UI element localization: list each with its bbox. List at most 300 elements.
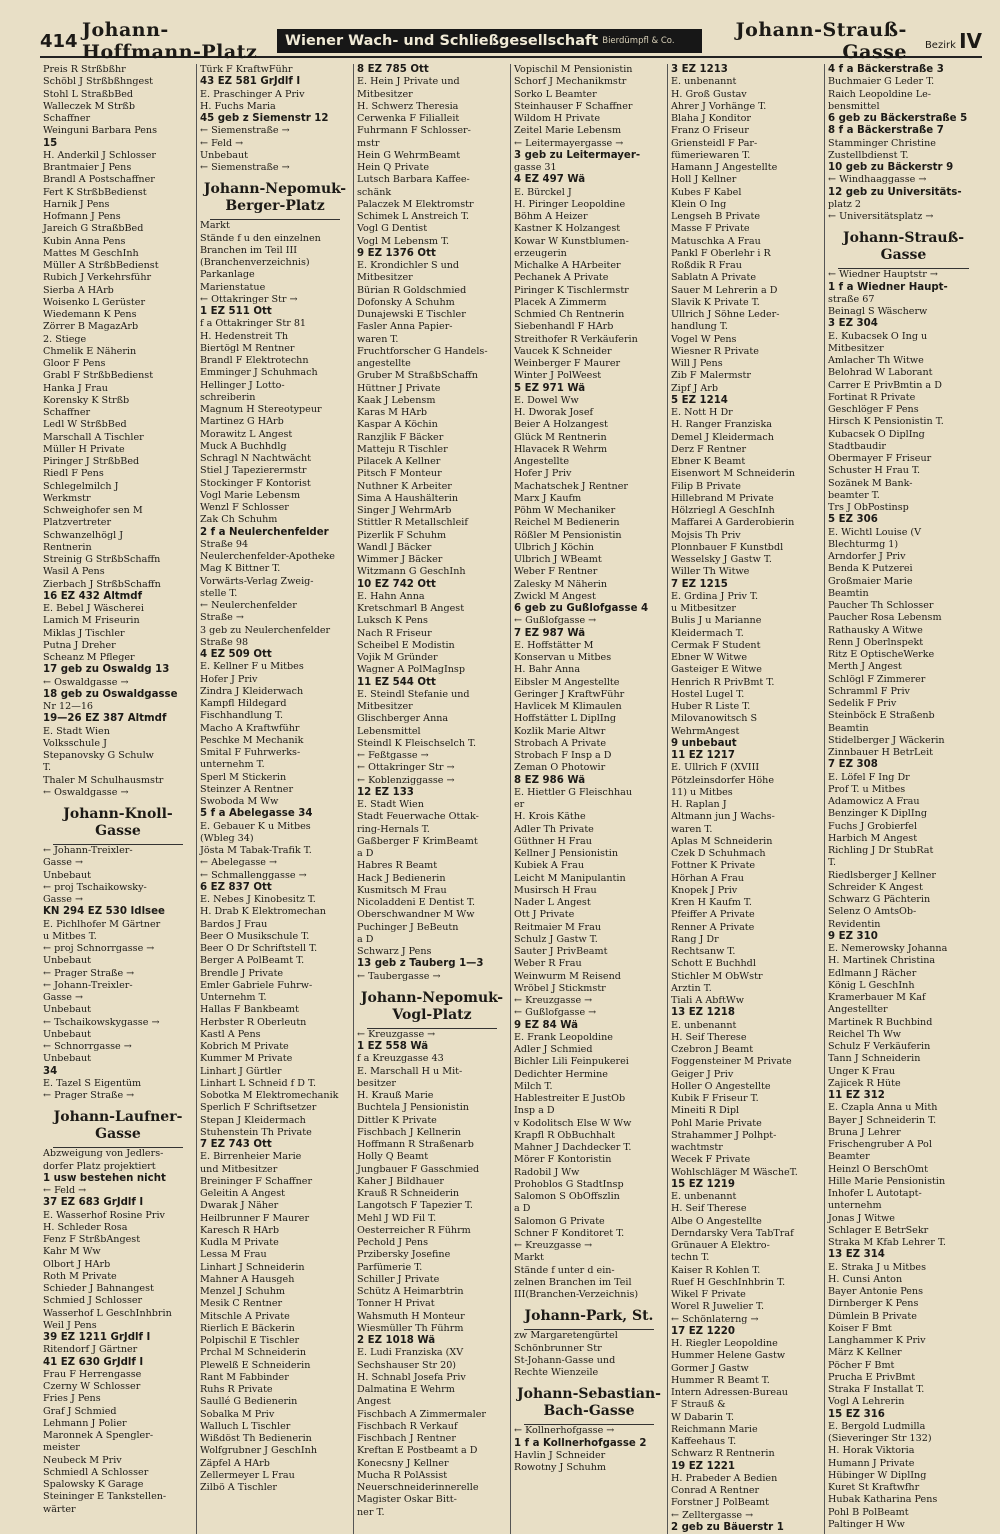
resident-entry: ← Universitätsplatz → bbox=[828, 211, 934, 222]
resident-entry: Brandl A Postschaffner bbox=[43, 174, 155, 186]
resident-entry: H. Schwerz Theresia bbox=[357, 100, 459, 112]
resident-entry: Wenzl F Schlosser bbox=[200, 502, 289, 513]
house-number-entry: 13 EZ 314 bbox=[828, 1249, 885, 1261]
resident-entry: Bayer J Schneiderin T. bbox=[828, 1114, 937, 1126]
house-number-entry: 12 EZ 133 bbox=[357, 786, 414, 798]
resident-entry: Markt bbox=[200, 220, 230, 232]
resident-entry: ← Schönlaterng → bbox=[671, 1313, 759, 1325]
house-number-entry: 4 EZ 509 Ott bbox=[200, 649, 272, 660]
resident-entry: ← Johann-Treixler- bbox=[43, 845, 133, 856]
resident-entry: Unbebaut bbox=[43, 1053, 91, 1065]
resident-entry: Gasse → bbox=[43, 857, 83, 869]
resident-entry: Klein O Ing bbox=[671, 198, 727, 210]
resident-entry: Steinhauser F Schaffner bbox=[514, 100, 633, 112]
resident-entry: Vogl M Lebensm T. bbox=[357, 235, 450, 247]
house-number-entry: 11 EZ 312 bbox=[828, 1090, 885, 1101]
resident-entry: Zindra J Kleiderwach bbox=[200, 685, 304, 697]
resident-entry: Geringer J KraftwFühr bbox=[514, 688, 625, 700]
resident-entry: E. Dowel Ww bbox=[514, 394, 579, 406]
resident-entry: ← Gußlofgasse → bbox=[514, 1007, 597, 1019]
resident-entry: Altmann jun J Wachs- bbox=[671, 811, 775, 823]
resident-entry: dorfer Platz projektiert bbox=[43, 1160, 156, 1172]
resident-entry: Schramml F Priv bbox=[828, 685, 910, 697]
resident-entry: waren T. bbox=[671, 823, 713, 835]
resident-entry: unternehm T. bbox=[200, 759, 265, 771]
resident-entry: Schlegelmilch J bbox=[43, 480, 119, 492]
resident-entry: waren T. bbox=[357, 333, 399, 345]
resident-entry: Habres R Beamt bbox=[357, 860, 438, 872]
resident-entry: Schorf J Mechanikmstr bbox=[514, 76, 627, 88]
resident-entry: Rechtsanw T. bbox=[671, 946, 736, 957]
resident-entry: Paucher Rosa Lebensm bbox=[828, 612, 942, 624]
resident-entry: Zajicek R Hüte bbox=[828, 1077, 901, 1089]
resident-entry: Steinböck E Straßenb bbox=[828, 710, 935, 722]
resident-entry: Schwanzelhögl J bbox=[43, 529, 124, 541]
resident-entry: Fasler Anna Papier- bbox=[357, 321, 453, 333]
resident-entry: Hofmann J Pens bbox=[43, 211, 121, 222]
resident-entry: Kaffeehaus T. bbox=[671, 1436, 737, 1447]
resident-entry: Linhart J Gürtler bbox=[200, 1065, 282, 1077]
resident-entry: Stepanovsky G Schulw bbox=[43, 750, 154, 761]
resident-entry: Wolfgrubner J GeschInh bbox=[200, 1445, 318, 1457]
resident-entry: gasse 31 bbox=[514, 162, 557, 173]
resident-entry: Rowotny J Schuhm bbox=[514, 1462, 606, 1473]
resident-entry: u Mitbesitzer bbox=[671, 603, 736, 614]
resident-entry: Riedlsberger J Kellner bbox=[828, 869, 937, 881]
resident-entry: Mitbesitzer bbox=[357, 88, 413, 100]
resident-entry: Schmied J Schlosser bbox=[43, 1295, 143, 1307]
resident-entry: Ledl W StrßbBed bbox=[43, 419, 127, 431]
resident-entry: H. Krauß Marie bbox=[357, 1090, 434, 1101]
resident-entry: Cermak F Student bbox=[671, 639, 761, 651]
resident-entry: Platzvertreter bbox=[43, 517, 112, 529]
resident-entry: Zib F Malermstr bbox=[671, 370, 751, 382]
resident-entry: ← proj Tschaikowsky- bbox=[43, 881, 147, 893]
house-number-entry: 15 bbox=[43, 137, 58, 149]
resident-entry: Pohl B PolBeamt bbox=[828, 1506, 909, 1518]
resident-entry: Kudla M Private bbox=[200, 1237, 279, 1248]
resident-entry: Lessa M Frau bbox=[200, 1249, 267, 1261]
resident-entry: E. Hahn Anna bbox=[357, 590, 425, 602]
resident-entry: Güthner H Frau bbox=[514, 835, 592, 847]
resident-entry: Sobalka M Priv bbox=[200, 1408, 275, 1420]
resident-entry: Salomon G Private bbox=[514, 1215, 605, 1227]
resident-entry: Stadtbaudir bbox=[828, 440, 886, 452]
resident-entry: Hoffstätter L DiplIng bbox=[514, 713, 616, 725]
resident-entry: Sedelik F Priv bbox=[828, 698, 897, 709]
resident-entry: Steindl K Fleischselch T. bbox=[357, 737, 477, 749]
house-number-entry: 17 EZ 1220 bbox=[671, 1325, 735, 1337]
resident-entry: Beinagl S Wäscherw bbox=[828, 306, 928, 317]
resident-entry: er bbox=[514, 799, 525, 810]
resident-entry: Pizerlik F Schuhm bbox=[357, 529, 447, 541]
resident-entry: ← proj Schnorrgasse → bbox=[43, 943, 155, 954]
resident-entry: Holl J Kellner bbox=[671, 174, 737, 186]
resident-entry: E. unbenannt bbox=[671, 1019, 737, 1031]
resident-entry: Holly Q Beamt bbox=[357, 1151, 429, 1163]
resident-entry: zelnen Branchen im Teil bbox=[514, 1276, 632, 1288]
resident-entry: Pechanek A Private bbox=[514, 272, 609, 284]
resident-entry: Karas M HArb bbox=[357, 407, 428, 418]
resident-entry: E. Stadt Wien bbox=[43, 725, 110, 737]
resident-entry: Rentnerin bbox=[43, 541, 92, 553]
resident-entry: Eibsler M Angestellte bbox=[514, 676, 620, 688]
house-number-entry: 9 EZ 84 Wä bbox=[514, 1019, 578, 1031]
resident-entry: Piringer K Tischlermstr bbox=[514, 284, 629, 296]
resident-entry: E. Straka J u Mitbes bbox=[828, 1261, 927, 1273]
resident-entry: Schweighofer sen M bbox=[43, 505, 143, 516]
resident-entry: Vopischil M Pensionistin bbox=[514, 64, 633, 75]
resident-entry: E. Pichlhofer M Gärtner bbox=[43, 918, 161, 930]
resident-entry: Linhart L Schneid f D T. bbox=[200, 1077, 317, 1089]
resident-entry: Großmaier Marie bbox=[828, 575, 913, 587]
resident-entry: Fischbach J Rentner bbox=[357, 1433, 456, 1444]
resident-entry: Kowar W Kunstblumen- bbox=[514, 235, 629, 247]
resident-entry: Gaßberger F KrimBeamt bbox=[357, 835, 478, 847]
resident-entry: Matuschka A Frau bbox=[671, 235, 761, 247]
resident-entry: besitzer bbox=[357, 1077, 396, 1089]
resident-entry: Bichler Lili Feinpukerei bbox=[514, 1056, 629, 1068]
resident-entry: Brandl F Elektrotechn bbox=[200, 355, 309, 366]
resident-entry: Wildom H Private bbox=[514, 113, 601, 124]
resident-entry: H. Raplan J bbox=[671, 799, 727, 810]
resident-entry: Scheibel E Modistin bbox=[357, 639, 455, 651]
resident-entry: Weil J Pens bbox=[43, 1319, 97, 1331]
resident-entry: platz 2 bbox=[828, 198, 861, 210]
resident-entry: bensmittel bbox=[828, 100, 880, 112]
resident-entry: Graf J Schmied bbox=[43, 1405, 117, 1417]
resident-entry: Dedichter Hermine bbox=[514, 1068, 608, 1080]
resident-entry: H. Horak Viktoria bbox=[828, 1445, 915, 1457]
resident-entry: Henrich R PrivBmt T. bbox=[671, 676, 775, 688]
resident-entry: ← Windhaaggasse → bbox=[828, 174, 927, 186]
resident-entry: H. Schnabl Josefa Priv bbox=[357, 1371, 466, 1383]
resident-entry: 11) u Mitbes bbox=[671, 786, 733, 798]
resident-entry: Hostel Lugel T. bbox=[671, 688, 745, 700]
resident-entry: E. Bebel J Wäscherei bbox=[43, 603, 144, 614]
resident-entry: Stuhenstein Th Private bbox=[200, 1126, 312, 1138]
resident-entry: schreiberin bbox=[200, 391, 256, 403]
resident-entry: Kreftan E Postbeamt a D bbox=[357, 1445, 478, 1457]
resident-entry: Roßdik R Frau bbox=[671, 260, 742, 271]
resident-entry: Pötzleinsdorfer Höhe bbox=[671, 774, 775, 786]
banner-small-text: Bierdümpfl & Co. bbox=[602, 36, 675, 46]
resident-entry: H. Martinek Christina bbox=[828, 955, 936, 967]
resident-entry: Masse F Private bbox=[671, 223, 750, 235]
resident-entry: Stepan J Kleidermach bbox=[200, 1114, 306, 1126]
resident-entry: H. Groß Gustav bbox=[671, 88, 747, 100]
resident-entry: mstr bbox=[357, 137, 380, 149]
house-number-entry: 5 EZ 306 bbox=[828, 514, 878, 526]
resident-entry: Mojsis Th Priv bbox=[671, 529, 741, 541]
house-number-entry: 3 EZ 1213 bbox=[671, 64, 728, 75]
resident-entry: E. Wichtl Louise (V bbox=[828, 526, 922, 538]
resident-entry: Plewelß E Schneiderin bbox=[200, 1359, 311, 1371]
resident-entry: H. Anderkil J Schlosser bbox=[43, 149, 156, 161]
resident-entry: Kretschmarl B Angest bbox=[357, 603, 465, 614]
resident-entry: ← Prager Straße → bbox=[43, 967, 135, 979]
resident-entry: Reichmann Marie bbox=[671, 1423, 758, 1435]
resident-entry: Gruber M StraßbSchaffn bbox=[357, 370, 478, 382]
resident-entry: Hanka J Frau bbox=[43, 382, 108, 394]
resident-entry: Türk F KraftwFühr bbox=[200, 64, 293, 75]
resident-entry: H. Dworak Josef bbox=[514, 407, 594, 418]
resident-entry: Schuster H Frau T. bbox=[828, 465, 921, 477]
resident-entry: Buchmaier G Leder T. bbox=[828, 76, 935, 88]
resident-entry: Schner F Konditoret T. bbox=[514, 1227, 625, 1239]
resident-entry: Wasserhof L GeschInhbrin bbox=[43, 1307, 172, 1319]
resident-entry: Revidentin bbox=[828, 918, 881, 930]
resident-entry: ← Feßtgasse → bbox=[357, 750, 429, 761]
resident-entry: ← Zelltergasse → bbox=[671, 1509, 754, 1521]
resident-entry: E. Gebauer K u Mitbes bbox=[200, 820, 311, 832]
resident-entry: Morawitz L Angest bbox=[200, 428, 293, 440]
resident-entry: T. bbox=[828, 857, 837, 869]
resident-entry: ← Oswaldgasse → bbox=[43, 786, 129, 798]
resident-entry: Fuhrmann F Schlosser- bbox=[357, 125, 471, 137]
resident-entry: Zeitel Marie Lebensm bbox=[514, 125, 622, 137]
resident-entry: Czek D Schuhmach bbox=[671, 848, 766, 859]
house-number-entry: 34 bbox=[43, 1065, 58, 1077]
resident-entry: Tonner H Privat bbox=[357, 1298, 435, 1310]
resident-entry: Kren H Kaufm T. bbox=[671, 897, 752, 908]
resident-entry: Walluch L Tischler bbox=[200, 1420, 291, 1432]
resident-entry: ← Ottakringer Str → bbox=[200, 293, 298, 305]
resident-entry: Placek A Zimmerm bbox=[514, 296, 607, 308]
resident-entry: Pöhm W Mechaniker bbox=[514, 505, 616, 516]
house-number-entry: 5 EZ 1214 bbox=[671, 394, 728, 406]
resident-entry: Forstner J PolBeamt bbox=[671, 1497, 769, 1509]
resident-entry: Schimek L Anstreich T. bbox=[357, 211, 470, 222]
resident-entry: E. Bergold Ludmilla bbox=[828, 1420, 926, 1432]
house-number-entry: 2 EZ 1018 Wä bbox=[357, 1335, 436, 1346]
resident-entry: E. Czapla Anna u Mith bbox=[828, 1102, 938, 1114]
resident-entry: Reitmaier M Frau bbox=[514, 921, 602, 933]
resident-entry: Ebner K Beamt bbox=[671, 456, 746, 467]
resident-entry: Kozlik Marie Altwr bbox=[514, 725, 606, 737]
resident-entry: Polpischil E Tischler bbox=[200, 1335, 300, 1346]
resident-entry: WehrmAngest bbox=[671, 725, 740, 737]
resident-entry: Musirsch H Frau bbox=[514, 884, 597, 896]
resident-entry: beamter T. bbox=[828, 489, 880, 501]
resident-entry: Gormer J Gastw bbox=[671, 1362, 749, 1374]
resident-entry: ← Johann-Treixler- bbox=[43, 979, 133, 991]
resident-entry: Pechold J Pens bbox=[357, 1237, 428, 1248]
resident-entry: Stiel J Tapezierermstr bbox=[200, 465, 307, 477]
resident-entry: v Kodolitsch Else W Ww bbox=[514, 1117, 632, 1129]
house-number-entry: 3 EZ 304 bbox=[828, 318, 878, 330]
resident-entry: Kleidermach T. bbox=[671, 627, 744, 639]
resident-entry: Fries J Pens bbox=[43, 1393, 101, 1405]
house-number-entry: 19 EZ 1221 bbox=[671, 1460, 735, 1472]
resident-entry: Jonas J Witwe bbox=[828, 1212, 895, 1224]
resident-entry: Strahammer J Polhpt- bbox=[671, 1129, 777, 1141]
resident-entry: Czebron J Beamt bbox=[671, 1044, 754, 1055]
resident-entry: Demel J Kleidermach bbox=[671, 431, 774, 443]
resident-entry: stelle T. bbox=[200, 587, 238, 599]
house-number-entry: 7 EZ 308 bbox=[828, 759, 878, 771]
resident-entry: Hallas F Bankbeamt bbox=[200, 1004, 299, 1016]
directory-columns bbox=[40, 64, 982, 1533]
resident-entry: Blechturmg 1) bbox=[828, 538, 899, 550]
house-number-entry: 15 EZ 1219 bbox=[671, 1178, 735, 1190]
resident-entry: Marschall A Tischler bbox=[43, 431, 144, 443]
resident-entry: Langotsch F Tapezier T. bbox=[357, 1200, 473, 1212]
resident-entry: Bürian R Goldschmied bbox=[357, 284, 467, 296]
resident-entry: Pöcher F Bmt bbox=[828, 1359, 895, 1371]
resident-entry: Emler Gabriele Fuhrw- bbox=[200, 979, 313, 991]
resident-entry: Luksch K Pens bbox=[357, 615, 428, 627]
resident-entry: Arndorfer J Priv bbox=[828, 551, 906, 562]
resident-entry: Kubik F Friseur T. bbox=[671, 1093, 759, 1104]
resident-entry: erzeugerin bbox=[514, 247, 567, 259]
resident-entry: techn T. bbox=[671, 1252, 710, 1264]
resident-entry: Parkanlage bbox=[200, 269, 255, 281]
resident-entry: Matteju R Tischler bbox=[357, 443, 448, 455]
resident-entry: Gasteiger E Witwe bbox=[671, 664, 762, 676]
district-number: IV bbox=[959, 29, 982, 53]
resident-entry: Schwarz J Pens bbox=[357, 946, 432, 957]
resident-entry: Eisenwort M Schneiderin bbox=[671, 468, 795, 480]
resident-entry: E. Wasserhof Rosine Priv bbox=[43, 1209, 165, 1221]
resident-entry: Adler J Schmied bbox=[514, 1044, 593, 1055]
resident-entry: Putna J Dreher bbox=[43, 639, 116, 651]
house-number-entry: 9 EZ 310 bbox=[828, 930, 878, 942]
resident-entry: Woisenko L Gerüster bbox=[43, 296, 146, 308]
resident-entry: Strobach F Insp a D bbox=[514, 750, 612, 761]
resident-entry: Mineiti R Dipl bbox=[671, 1105, 740, 1117]
resident-entry: Weber F Rentner bbox=[514, 566, 598, 578]
resident-entry: Vogl Marie Lebensm bbox=[200, 489, 301, 501]
resident-entry: straße 67 bbox=[828, 293, 875, 305]
resident-entry: Hirsch K Pensionistin T. bbox=[828, 416, 944, 428]
resident-entry: Oesterreicher R Führm bbox=[357, 1224, 471, 1236]
resident-entry: H. Cunsi Anton bbox=[828, 1273, 903, 1285]
directory-column bbox=[197, 64, 354, 1534]
resident-entry: Olbort J HArb bbox=[43, 1258, 111, 1270]
resident-entry: Unbebaut bbox=[200, 149, 248, 161]
resident-entry: Filip B Private bbox=[671, 480, 741, 492]
resident-entry: Edlmann J Rächer bbox=[828, 967, 917, 979]
resident-entry: Martinek R Buchbind bbox=[828, 1016, 933, 1028]
resident-entry: (Sieveringer Str 132) bbox=[828, 1433, 932, 1444]
resident-entry: E. Hiettler G Fleischhau bbox=[514, 786, 633, 798]
resident-entry: Muck A Buchhdlg bbox=[200, 440, 287, 452]
resident-entry: Buchtela J Pensionistin bbox=[357, 1102, 469, 1114]
resident-entry: Beamtin bbox=[828, 722, 869, 734]
resident-entry: Schaffner bbox=[43, 407, 91, 418]
resident-entry: Vogl A Lehrerin bbox=[828, 1396, 905, 1408]
resident-entry: Kaspar A Köchin bbox=[357, 419, 438, 431]
resident-entry: Bayer Antonie Pens bbox=[828, 1286, 924, 1297]
resident-entry: Hein G WehrmBeamt bbox=[357, 149, 461, 161]
resident-entry: Wandl J Bäcker bbox=[357, 541, 432, 553]
directory-column bbox=[668, 64, 825, 1534]
resident-entry: Biertögl M Rentner bbox=[200, 342, 295, 354]
resident-entry: Kubiek A Frau bbox=[514, 860, 585, 872]
resident-entry: Humann J Private bbox=[828, 1457, 915, 1469]
resident-entry: 3 geb zu Neulerchenfelder bbox=[200, 624, 331, 636]
resident-entry: Kampfl Hildegard bbox=[200, 698, 287, 709]
resident-entry: f a Kreuzgasse 43 bbox=[357, 1053, 444, 1065]
resident-entry: Krapfl R ObBuchhalt bbox=[514, 1129, 615, 1141]
resident-entry: Fischbach J Kellnerin bbox=[357, 1126, 461, 1138]
resident-entry: Streinig G StrßbSchaffn bbox=[43, 554, 161, 565]
resident-entry: Bulis J u Marianne bbox=[671, 615, 762, 627]
resident-entry: Conrad A Rentner bbox=[671, 1485, 760, 1496]
resident-entry: Vorwärts-Verlag Zweig- bbox=[200, 575, 314, 587]
left-running-title: Johann-Hoffmann-Platz bbox=[82, 19, 258, 63]
resident-entry: Hlavacek R Wehrm bbox=[514, 443, 608, 455]
resident-entry: Schiller J Private bbox=[357, 1273, 440, 1285]
resident-entry: Zäpfel A HArb bbox=[200, 1457, 270, 1469]
house-number-entry: 6 geb zu Bäckerstraße 5 bbox=[828, 113, 968, 124]
resident-entry: ← Siemenstraße → bbox=[200, 162, 290, 173]
resident-entry: Schaffner bbox=[43, 113, 91, 124]
resident-entry: Beamter bbox=[828, 1151, 870, 1163]
house-number-entry: 12 geb zu Universitäts- bbox=[828, 186, 962, 198]
street-heading: Johann-Sebastian-Bach-Gasse bbox=[517, 1386, 661, 1420]
resident-entry: Prucha E PrivBmt bbox=[828, 1371, 916, 1383]
house-number-entry: 1 EZ 558 Wä bbox=[357, 1041, 429, 1052]
resident-entry: Frischengruber A Pol bbox=[828, 1139, 932, 1150]
resident-entry: H. Bahr Anna bbox=[514, 664, 581, 676]
resident-entry: Zinnbauer H BetrLeit bbox=[828, 747, 934, 758]
resident-entry: Stamminger Christine bbox=[828, 137, 936, 149]
resident-entry: Hummer Helene Gastw bbox=[671, 1350, 786, 1362]
house-number-entry: 2 geb zu Bäuerstr 1 bbox=[671, 1521, 784, 1533]
resident-entry: Stichler M ObWstr bbox=[671, 970, 763, 982]
resident-entry: ← Kreuzgasse → bbox=[514, 1240, 593, 1251]
resident-entry: Willer Th Witwe bbox=[671, 566, 750, 578]
resident-entry: meister bbox=[43, 1442, 80, 1454]
resident-entry: Kastner K Holzangest bbox=[514, 223, 621, 235]
house-number-entry: 9 unbebaut bbox=[671, 737, 737, 749]
resident-entry: Stittler R Metallschleif bbox=[357, 517, 468, 529]
resident-entry: Angest bbox=[357, 1396, 391, 1408]
resident-entry: Schlager E BetrSekr bbox=[828, 1224, 929, 1236]
resident-entry: Geschlöger F Pens bbox=[828, 404, 919, 415]
resident-entry: Steininger E Tankstellen- bbox=[43, 1491, 167, 1503]
resident-entry: fümeriewaren T. bbox=[671, 149, 751, 161]
resident-entry: Thaler M Schulhausmstr bbox=[43, 774, 164, 786]
resident-entry: Mitbesitzer bbox=[828, 342, 884, 354]
resident-entry: Benzinger K DiplIng bbox=[828, 808, 927, 820]
house-number-entry: 15 EZ 316 bbox=[828, 1408, 885, 1420]
resident-entry: Franz O Friseur bbox=[671, 125, 749, 137]
resident-entry: f a Ottakringer Str 81 bbox=[200, 318, 307, 330]
resident-entry: Intern Adressen-Bureau bbox=[671, 1387, 788, 1398]
resident-entry: E. Kellner F u Mitbes bbox=[200, 661, 304, 673]
resident-entry: Scheanz M Pfleger bbox=[43, 652, 135, 663]
resident-entry: Stidelberger J Wäckerin bbox=[828, 734, 945, 746]
house-number-entry: 10 geb zu Bäckerstr 9 bbox=[828, 162, 954, 173]
resident-entry: Renn J Oberlnspekt bbox=[828, 636, 924, 648]
resident-entry: Dunajewski E Tischler bbox=[357, 309, 466, 320]
resident-entry: Brantmaier J Pens bbox=[43, 162, 132, 173]
resident-entry: Holler O Angestellte bbox=[671, 1080, 771, 1092]
house-number-entry: 18 geb zu Oswaldgasse bbox=[43, 688, 178, 700]
resident-entry: Kastl A Pens bbox=[200, 1028, 261, 1040]
resident-entry: Amlacher Th Witwe bbox=[828, 355, 924, 366]
resident-entry: Unbebaut bbox=[43, 955, 91, 967]
resident-entry: Insp a D bbox=[514, 1105, 555, 1117]
resident-entry: H. Schleder Rosa bbox=[43, 1221, 128, 1233]
resident-entry: Konservan u Mitbes bbox=[514, 652, 612, 663]
resident-entry: Paltinger H Ww bbox=[828, 1518, 905, 1530]
resident-entry: Abzweigung von Jedlers- bbox=[43, 1148, 164, 1160]
district-label: Bezirk bbox=[924, 40, 956, 51]
